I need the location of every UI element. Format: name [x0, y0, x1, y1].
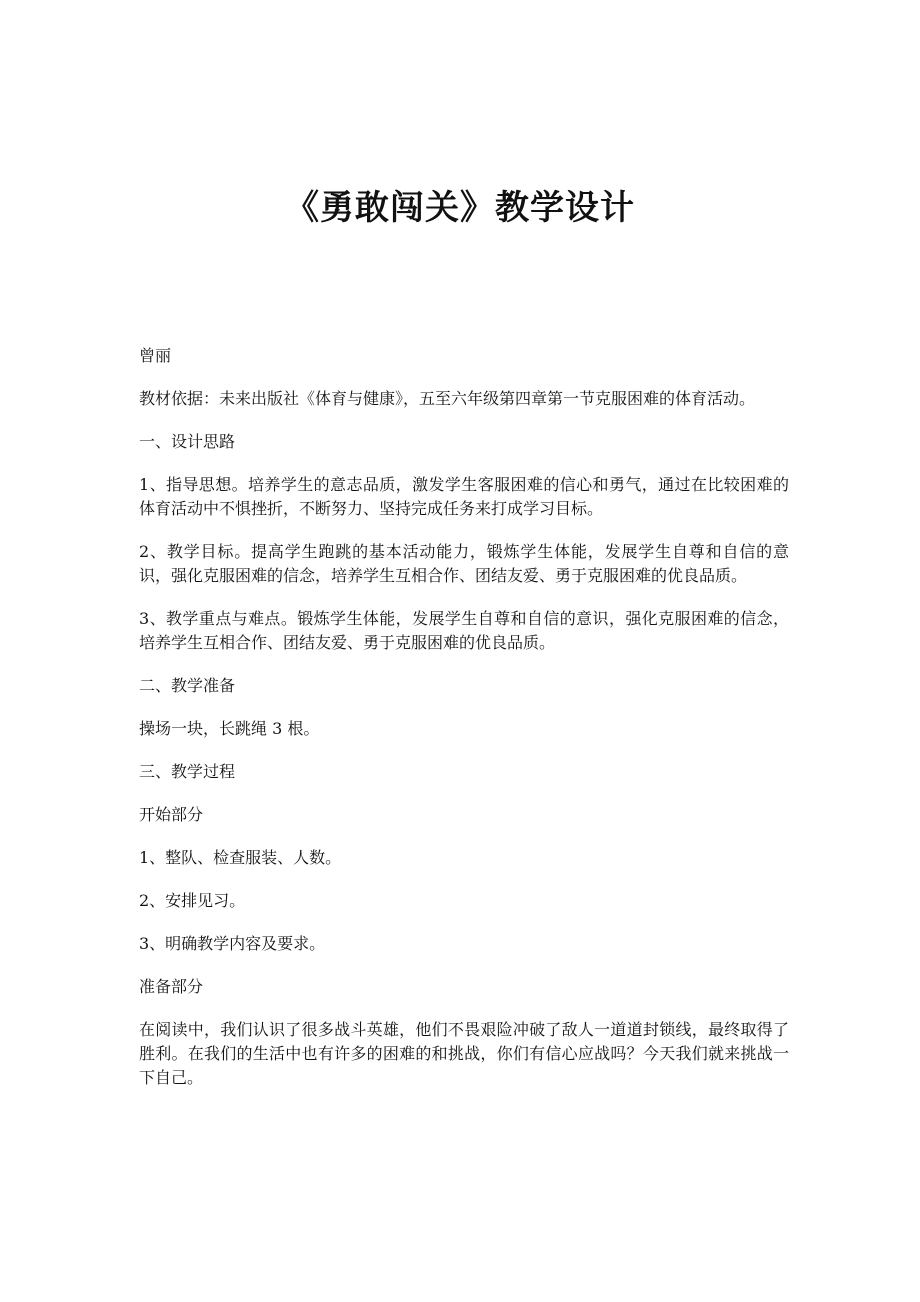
design-item-guiding-idea: 1、指导思想。培养学生的意志品质，激发学生客服困难的信心和勇气，通过在比较困难的体育活动中不惧挫折，不断努力、坚持完成任务来打成学习目标。: [139, 475, 789, 518]
subheading-prep-part: 准备部分: [139, 977, 204, 996]
section-heading-design: 一、设计思路: [139, 432, 236, 451]
preparation-text: 操场一块，长跳绳 3 根。: [139, 719, 320, 738]
start-item-requirements: 3、明确教学内容及要求。: [139, 934, 326, 953]
design-item-teaching-goal: 2、教学目标。提高学生跑跳的基本活动能力，锻炼学生体能，发展学生自尊和自信的意识，强化克服困难的信念，培养学生互相合作、团结友爱、勇于克服困难的优良品质。: [139, 542, 789, 585]
subheading-start-part: 开始部分: [139, 805, 204, 824]
design-item-key-points: 3、教学重点与难点。锻炼学生体能，发展学生自尊和自信的意识，强化克服困难的信念，培养学生互相合作、团结友爱、勇于克服困难的优良品质。: [139, 609, 789, 652]
source-paragraph: 教材依据：未来出版社《体育与健康》，五至六年级第四章第一节克服困难的体育活动。: [139, 389, 756, 408]
prep-part-text: 在阅读中，我们认识了很多战斗英雄，他们不畏艰险冲破了敌人一道道封锁线，最终取得了胜利。在我们的生活中也有许多的困难的和挑战，你们有信心应战吗？今天我们就来挑战一下自己。: [139, 1020, 789, 1087]
start-item-observers: 2、安排见习。: [139, 891, 246, 910]
document-title: 《勇敢闯关》教学设计: [285, 188, 635, 228]
start-item-line-up: 1、整队、检查服装、人数。: [139, 848, 342, 867]
section-heading-process: 三、教学过程: [139, 762, 236, 781]
document-body: [139, 344, 789, 1109]
author-name: 曾丽: [139, 346, 172, 365]
section-heading-preparation: 二、教学准备: [139, 676, 236, 695]
